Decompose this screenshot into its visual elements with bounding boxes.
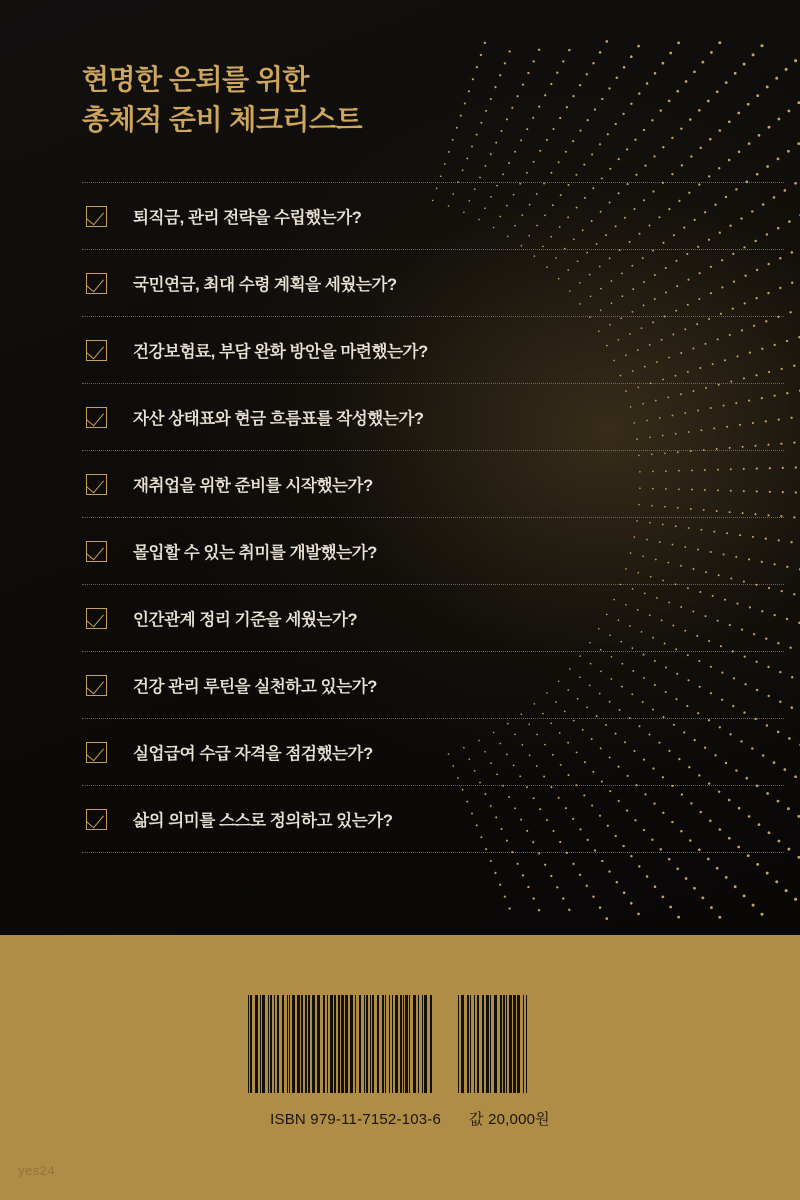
list-item bbox=[82, 652, 782, 718]
checkbox-checked-icon bbox=[86, 206, 107, 227]
checkbox-checked-icon bbox=[86, 273, 107, 294]
list-item bbox=[82, 317, 782, 383]
barcode-area bbox=[248, 995, 558, 1095]
page-title bbox=[82, 60, 642, 140]
list-item-label: 건강보험료, 부담 완화 방안을 마련했는가? bbox=[133, 343, 428, 361]
isbn-row bbox=[180, 1108, 640, 1129]
checkbox-checked-icon bbox=[86, 675, 107, 696]
title-line-2: 총체적 준비 체크리스트 bbox=[82, 103, 363, 135]
list-item-label: 재취업을 위한 준비를 시작했는가? bbox=[133, 477, 373, 495]
checkbox-checked-icon bbox=[86, 742, 107, 763]
isbn-text: ISBN 979-11-7152-103-6 bbox=[270, 1111, 442, 1128]
cover-bottom-band bbox=[0, 935, 800, 1200]
list-item bbox=[82, 183, 782, 249]
checkbox-checked-icon bbox=[86, 608, 107, 629]
title-line-1: 현명한 은퇴를 위한 bbox=[82, 64, 309, 95]
list-item bbox=[82, 518, 782, 584]
list-item bbox=[82, 786, 782, 852]
checkbox-checked-icon bbox=[86, 340, 107, 361]
checklist bbox=[82, 182, 782, 853]
list-item-label: 자산 상태표와 현금 흐름표를 작성했는가? bbox=[133, 410, 424, 428]
list-item-label: 인간관계 정리 기준을 세웠는가? bbox=[133, 611, 358, 629]
list-item bbox=[82, 250, 782, 316]
checklist-divider bbox=[82, 852, 784, 853]
checkbox-checked-icon bbox=[86, 809, 107, 830]
list-item bbox=[82, 384, 782, 450]
barcode-main bbox=[248, 995, 444, 1093]
list-item-label: 퇴직금, 관리 전략을 수립했는가? bbox=[133, 209, 362, 227]
checkbox-checked-icon bbox=[86, 407, 107, 428]
list-item bbox=[82, 451, 782, 517]
list-item-label: 몰입할 수 있는 취미를 개발했는가? bbox=[133, 544, 377, 562]
barcode-addon bbox=[458, 995, 530, 1093]
list-item-label: 건강 관리 루틴을 실천하고 있는가? bbox=[133, 678, 377, 696]
list-item-label: 실업급여 수급 자격을 점검했는가? bbox=[133, 745, 373, 763]
list-item bbox=[82, 719, 782, 785]
checkbox-checked-icon bbox=[86, 474, 107, 495]
list-item-label: 국민연금, 최대 수령 계획을 세웠는가? bbox=[133, 276, 397, 294]
price-text: 값 20,000원 bbox=[469, 1111, 550, 1128]
yes24-watermark: yes24 bbox=[18, 1163, 56, 1178]
list-item-label: 삶의 의미를 스스로 정의하고 있는가? bbox=[133, 812, 393, 830]
checkbox-checked-icon bbox=[86, 541, 107, 562]
list-item bbox=[82, 585, 782, 651]
